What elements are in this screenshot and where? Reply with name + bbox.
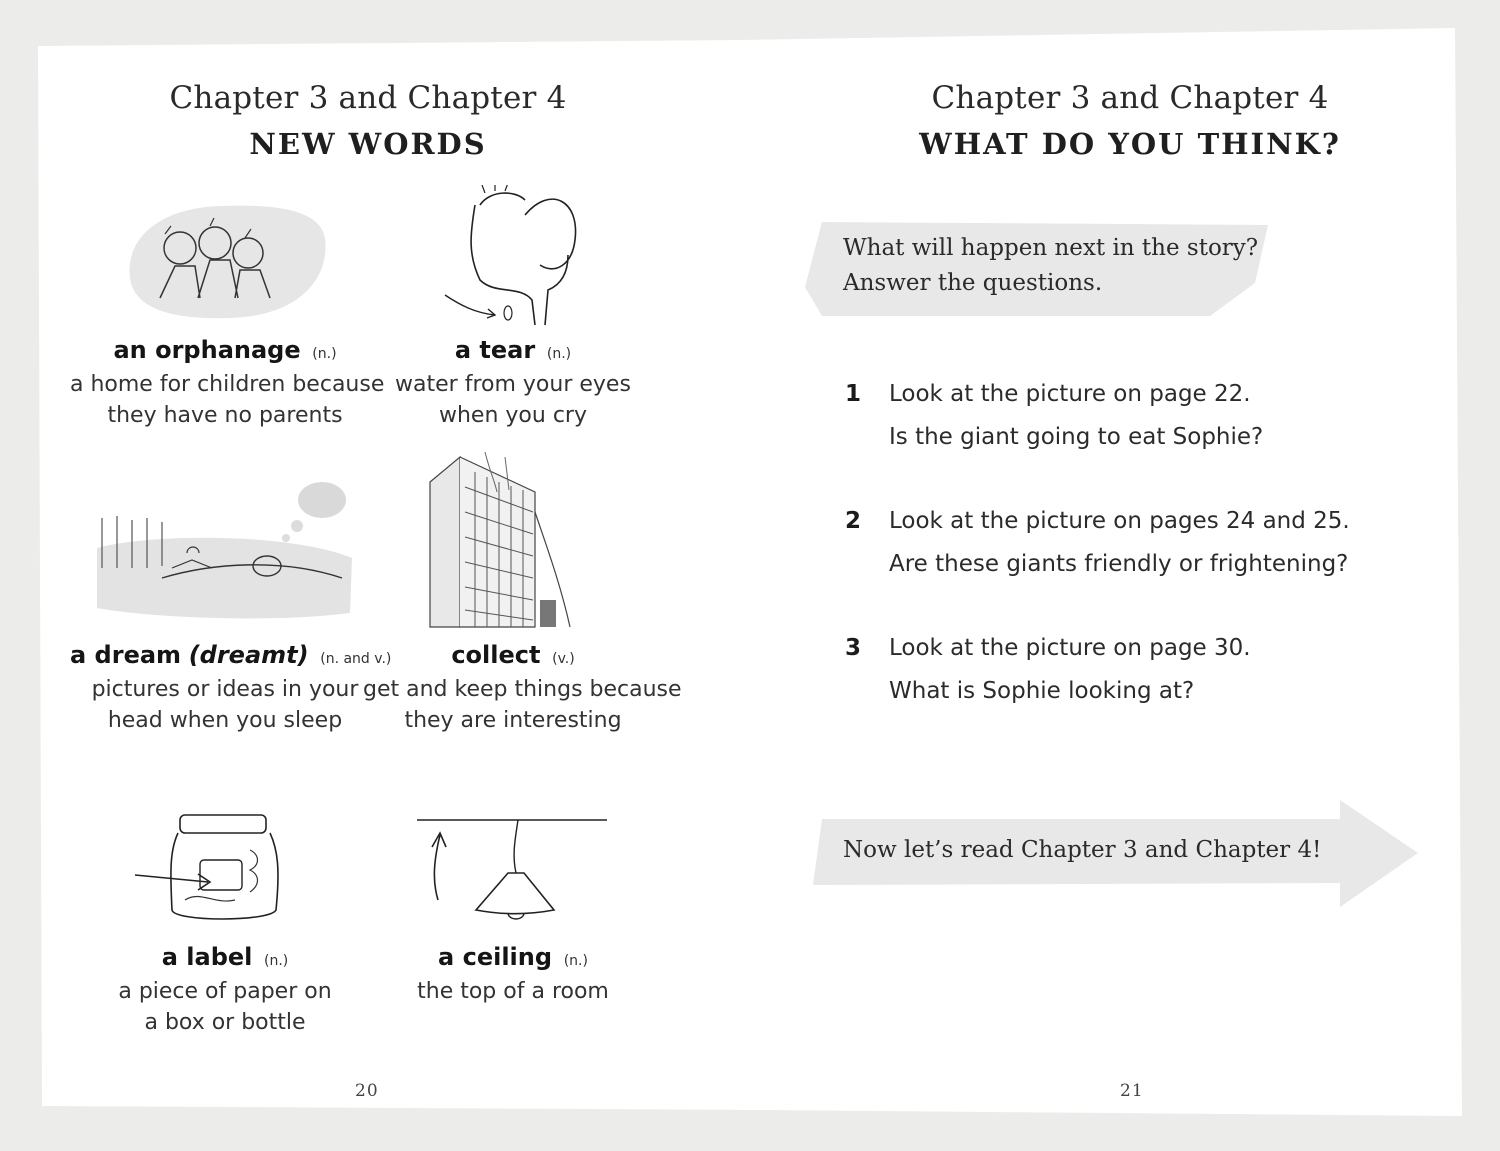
word-entry-tear bbox=[368, 333, 658, 431]
part-of-speech: (n.) bbox=[563, 953, 588, 969]
word-entry-orphanage bbox=[70, 333, 385, 431]
instruction-line: What will happen next in the story? bbox=[843, 235, 1259, 261]
part-of-speech: (n.) bbox=[546, 346, 572, 362]
jar-shelves-illustration bbox=[425, 452, 577, 632]
instruction-line: Answer the questions. bbox=[843, 270, 1103, 296]
definition-line: a home for children because bbox=[70, 372, 385, 397]
word-entry-label bbox=[70, 940, 380, 1038]
left-chapter-title: Chapter 3 and Chapter 4 bbox=[169, 80, 567, 116]
question-item bbox=[845, 508, 1405, 598]
definition-line: the top of a room bbox=[417, 979, 609, 1004]
question-item bbox=[845, 635, 1365, 725]
sleeping-child-illustration bbox=[92, 478, 357, 623]
word-term: a dream bbox=[70, 641, 182, 669]
question-line: Look at the picture on page 22. bbox=[889, 381, 1251, 407]
definition-line: they are interesting bbox=[404, 708, 622, 733]
word-term: a label bbox=[161, 943, 253, 971]
part-of-speech: (n. and v.) bbox=[320, 651, 392, 667]
word-variant: (dreamt) bbox=[188, 641, 309, 669]
definition-line: get and keep things because bbox=[363, 677, 682, 702]
definition-line: a box or bottle bbox=[144, 1010, 306, 1035]
definition-line: pictures or ideas in your bbox=[91, 677, 359, 702]
word-term: a tear bbox=[454, 336, 536, 364]
right-section-title: WHAT DO YOU THINK? bbox=[919, 127, 1341, 161]
hanging-lamp-illustration bbox=[412, 805, 612, 925]
word-entry-collect bbox=[363, 638, 682, 736]
question-line: Are these giants friendly or frightening? bbox=[889, 551, 1349, 577]
question-line: Look at the picture on page 30. bbox=[889, 635, 1251, 661]
part-of-speech: (n.) bbox=[264, 953, 289, 969]
word-entry-dream bbox=[70, 638, 392, 736]
question-line: What is Sophie looking at? bbox=[889, 678, 1195, 704]
definition-line: they have no parents bbox=[107, 403, 343, 428]
question-number: 1 bbox=[845, 381, 862, 407]
word-term: an orphanage bbox=[113, 336, 301, 364]
question-number: 3 bbox=[845, 635, 862, 661]
left-section-title: NEW WORDS bbox=[249, 127, 487, 161]
instruction-banner bbox=[843, 231, 1258, 301]
word-term: a ceiling bbox=[438, 943, 553, 971]
question-number: 2 bbox=[845, 508, 862, 534]
definition-line: water from your eyes bbox=[395, 372, 631, 397]
arrow-banner-text: Now let’s read Chapter 3 and Chapter 4! bbox=[843, 837, 1322, 863]
word-term: collect bbox=[451, 641, 541, 669]
right-chapter-title: Chapter 3 and Chapter 4 bbox=[931, 80, 1329, 116]
question-item bbox=[845, 381, 1365, 471]
page-number-left: 20 bbox=[355, 1081, 379, 1101]
question-line: Look at the picture on pages 24 and 25. bbox=[889, 508, 1350, 534]
question-line: Is the giant going to eat Sophie? bbox=[889, 424, 1264, 450]
definition-line: when you cry bbox=[439, 403, 587, 428]
part-of-speech: (n.) bbox=[312, 346, 337, 362]
part-of-speech: (v.) bbox=[552, 651, 575, 667]
word-entry-ceiling bbox=[368, 940, 658, 1007]
labelled-jar-illustration bbox=[130, 810, 290, 930]
page-number-right: 21 bbox=[1120, 1081, 1144, 1101]
giant-crying-illustration bbox=[440, 185, 590, 330]
definition-line: a piece of paper on bbox=[118, 979, 332, 1004]
children-illustration bbox=[120, 198, 330, 323]
definition-line: head when you sleep bbox=[107, 708, 343, 733]
